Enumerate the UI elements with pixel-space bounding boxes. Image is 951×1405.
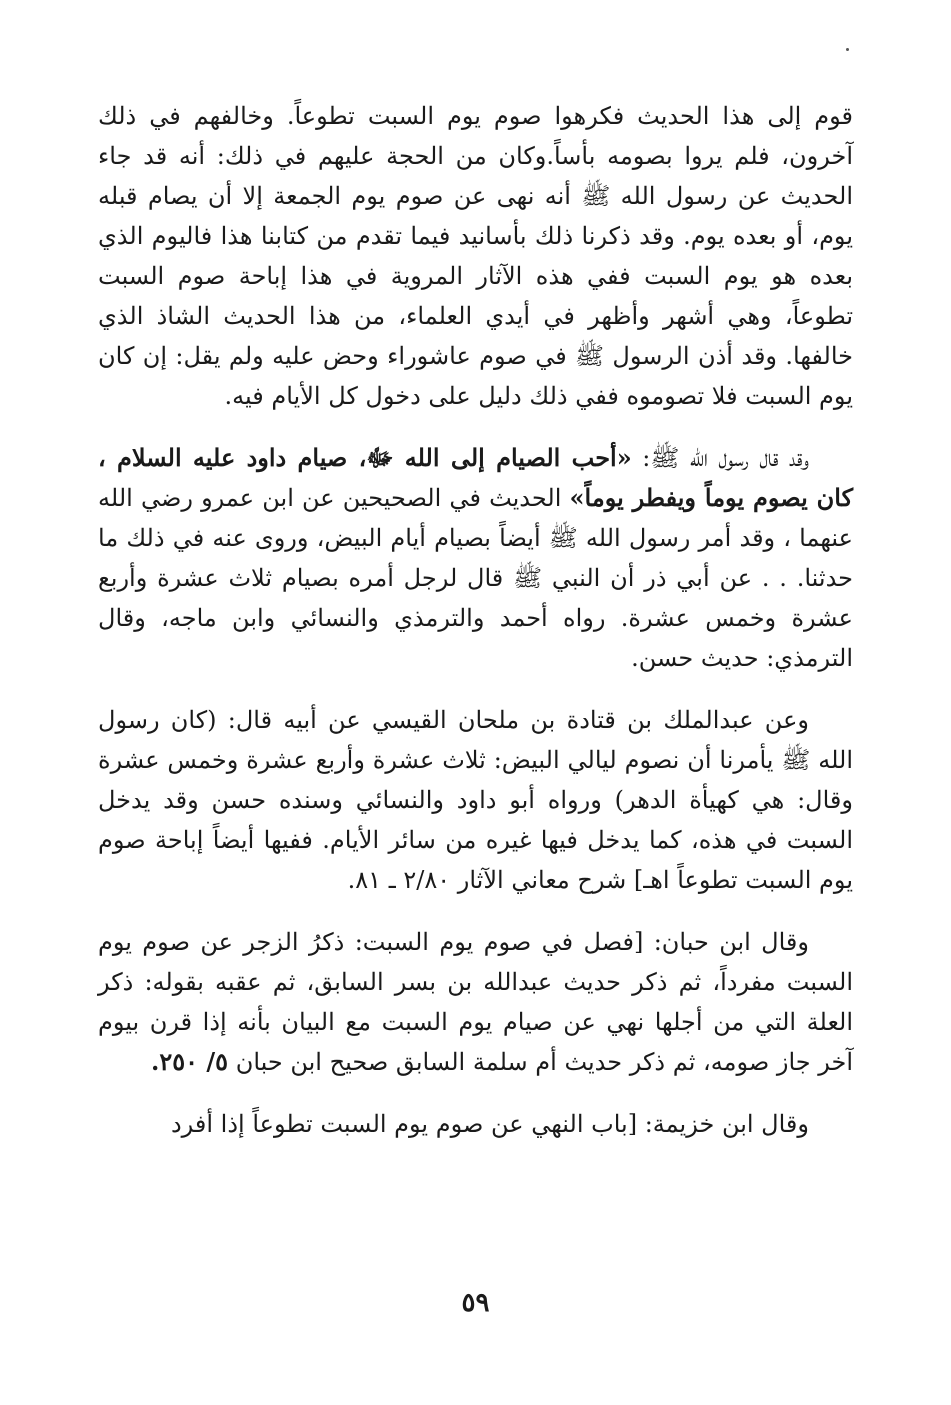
paragraph-3-text: وعن عبدالملك بن قتادة بن ملحان القيسي عن أبيه قال: (كان رسول الله ﷺ يأمرنا أن نصوم ليالي البيض: ثلاث عشرة وأربع عشرة وخمس عشرة وقال: هي كهيأة الدهر) ورواه أبو داود والنسائي وسنده حسن وقد يدخل السبت في هذه، كما يدخل فيها غيره من سائر الأيام. ففيها أيضاً إباحة صوم يوم السبت تطوعاً اهـ] شرح معاني الآثار ٢/٨٠ ـ ٨١.	[98, 706, 853, 894]
paragraph-2-hadith-quote: «أحب الصيام إلى الله ﷻ، صيام داود عليه السلام ، كان يصوم يوماً ويفطر يوماً»	[98, 443, 854, 512]
paragraph-2-intro: وقد قال رسول الله ﷺ:	[631, 444, 809, 472]
paragraph-4-reference: ٥/ ٢٥٠.	[151, 1047, 229, 1076]
paragraph-3	[98, 700, 853, 900]
page-speck	[846, 48, 849, 51]
paragraph-1	[98, 96, 853, 416]
page-number: ٥٩	[461, 1288, 490, 1318]
paragraph-5-text: وقال ابن خزيمة: [باب النهي عن صوم يوم السبت تطوعاً إذا أفرد	[170, 1110, 809, 1138]
paragraph-4-text: وقال ابن حبان: [فصل في صوم يوم السبت: ذكرُ الزجر عن صوم يوم السبت مفرداً، ثم ذكر حديث عبدالله بن بسر السابق، ثم عقبه بقوله: ذكر العلة التي من أجلها نهي عن صيام يوم السبت مع البيان بأنه إذا قرن بيوم آخر جاز صومه، ثم ذكر حديث أم سلمة السابق صحيح ابن حبان	[98, 928, 853, 1076]
paragraph-1-text: قوم إلى هذا الحديث فكرهوا صوم يوم السبت تطوعاً. وخالفهم في ذلك آخرون، فلم يروا بصومه بأساً.وكان من الحجة عليهم في ذلك: أنه قد جاء الحديث عن رسول الله ﷺ أنه نهى عن صوم يوم الجمعة إلا أن يصام قبله يوم، أو بعده يوم. وقد ذكرنا ذلك بأسانيد فيما تقدم من كتابنا هذا فاليوم الذي بعده هو يوم السبت ففي هذه الآثار المروية في هذا إباحة صوم السبت تطوعاً، وهي أشهر وأظهر في أيدي العلماء، من هذا الحديث الشاذ الذي خالفها. وقد أذن الرسول ﷺ في صوم عاشوراء وحض عليه ولم يقل: إن كان يوم السبت فلا تصوموه ففي ذلك دليل على دخول كل الأيام فيه.	[98, 102, 853, 410]
paragraph-5	[98, 1104, 853, 1144]
paragraph-4	[98, 922, 853, 1082]
paragraph-2-rest: الحديث في الصحيحين عن ابن عمرو رضي الله عنهما ، وقد أمر رسول الله ﷺ أيضاً بصيام أيام البيض، وروى عنه في ذلك ما حدثنا. . . عن أبي ذر أن النبي ﷺ قال لرجل أمره بصيام ثلاث عشرة وأربع عشرة وخمس عشرة. رواه أحمد والترمذي والنسائي وابن ماجه، وقال الترمذي: حديث حسن.	[98, 484, 854, 672]
body-text	[98, 96, 853, 1166]
paragraph-2	[98, 438, 853, 678]
